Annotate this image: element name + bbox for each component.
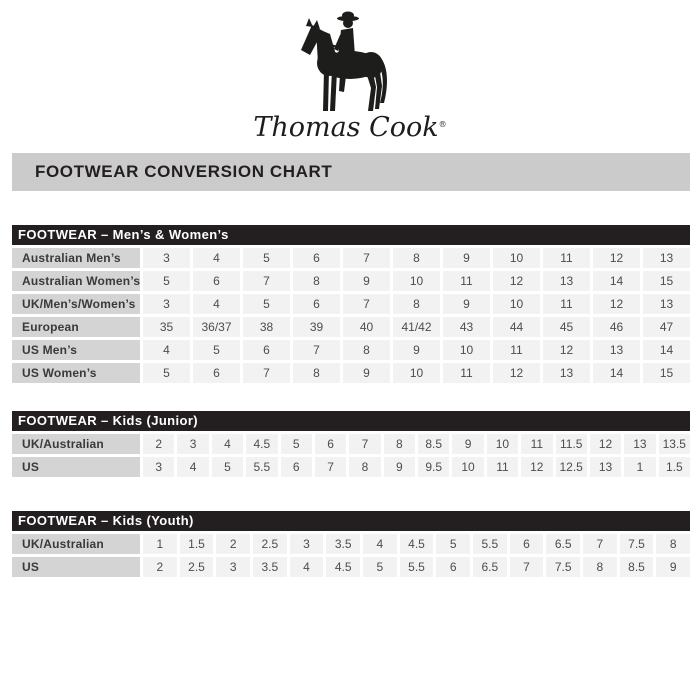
size-cell: 1.5 [659, 457, 690, 477]
size-cell: 43 [443, 317, 490, 337]
row-label: UK/Men’s/Women’s [12, 294, 140, 314]
size-cell: 11 [443, 363, 490, 383]
size-cell: 2.5 [180, 557, 214, 577]
row-label: European [12, 317, 140, 337]
size-cell: 4.5 [326, 557, 360, 577]
horse-and-rider-icon [235, 10, 465, 145]
size-cell: 4 [290, 557, 324, 577]
size-cell: 36/37 [193, 317, 240, 337]
size-cell: 3 [143, 457, 174, 477]
size-cell: 4.5 [246, 434, 277, 454]
row-label: UK/Australian [12, 434, 140, 454]
page-title: FOOTWEAR CONVERSION CHART [35, 162, 333, 181]
size-cell: 3 [143, 248, 190, 268]
size-cell: 6 [193, 271, 240, 291]
size-cell: 9 [343, 363, 390, 383]
size-cell: 8.5 [418, 434, 449, 454]
brand-logo [235, 10, 465, 145]
size-cell: 8 [343, 340, 390, 360]
size-cell: 13.5 [659, 434, 690, 454]
size-cell: 10 [493, 248, 540, 268]
size-cell: 3.5 [326, 534, 360, 554]
size-cell: 10 [493, 294, 540, 314]
size-cell: 13 [593, 340, 640, 360]
size-cell: 6 [436, 557, 470, 577]
size-cell: 5 [193, 340, 240, 360]
size-cell: 44 [493, 317, 540, 337]
size-cell: 8.5 [620, 557, 654, 577]
row-label: US Women’s [12, 363, 140, 383]
size-cell: 9 [452, 434, 483, 454]
size-cell: 11 [487, 457, 518, 477]
size-cell: 4 [177, 457, 208, 477]
size-cell: 13 [643, 248, 690, 268]
size-cell: 5 [143, 363, 190, 383]
table-grid-kids-junior [12, 434, 690, 477]
size-cell: 6 [243, 340, 290, 360]
row-label: UK/Australian [12, 534, 140, 554]
size-cell: 12 [590, 434, 621, 454]
table-header-kids-junior: FOOTWEAR – Kids (Junior) [12, 411, 690, 431]
size-cell: 8 [293, 363, 340, 383]
size-cell: 7.5 [546, 557, 580, 577]
size-cell: 3 [216, 557, 250, 577]
size-cell: 12 [593, 294, 640, 314]
size-cell: 4 [212, 434, 243, 454]
size-cell: 6.5 [546, 534, 580, 554]
size-cell: 14 [593, 363, 640, 383]
size-cell: 13 [624, 434, 655, 454]
size-cell: 12 [543, 340, 590, 360]
size-cell: 6 [193, 363, 240, 383]
size-cell: 7 [343, 294, 390, 314]
table-kids-junior [12, 411, 690, 477]
size-cell: 13 [590, 457, 621, 477]
size-cell: 5 [243, 248, 290, 268]
table-header-mens-womens: FOOTWEAR – Men’s & Women’s [12, 225, 690, 245]
size-cell: 7 [243, 363, 290, 383]
row-label: US [12, 557, 140, 577]
size-cell: 14 [643, 340, 690, 360]
size-cell: 4 [193, 248, 240, 268]
size-cell: 9 [443, 248, 490, 268]
size-cell: 12 [493, 363, 540, 383]
size-cell: 35 [143, 317, 190, 337]
size-cell: 11 [543, 248, 590, 268]
size-cell: 6.5 [473, 557, 507, 577]
size-cell: 7 [349, 434, 380, 454]
size-cell: 5 [363, 557, 397, 577]
size-cell: 8 [293, 271, 340, 291]
size-cell: 4.5 [400, 534, 434, 554]
size-cell: 11 [543, 294, 590, 314]
size-cell: 7 [343, 248, 390, 268]
size-cell: 10 [393, 271, 440, 291]
size-cell: 5 [143, 271, 190, 291]
size-cell: 5 [281, 434, 312, 454]
size-cell: 2 [216, 534, 250, 554]
size-cell: 6 [281, 457, 312, 477]
row-label: US [12, 457, 140, 477]
size-cell: 14 [593, 271, 640, 291]
size-cell: 8 [656, 534, 690, 554]
size-cell: 1 [143, 534, 177, 554]
size-cell: 39 [293, 317, 340, 337]
size-cell: 1 [624, 457, 655, 477]
size-cell: 5 [436, 534, 470, 554]
size-cell: 9 [393, 340, 440, 360]
size-cell: 9 [656, 557, 690, 577]
size-cell: 5.5 [246, 457, 277, 477]
size-cell: 15 [643, 271, 690, 291]
size-cell: 9 [443, 294, 490, 314]
size-cell: 10 [487, 434, 518, 454]
size-cell: 8 [393, 294, 440, 314]
size-cell: 4 [363, 534, 397, 554]
size-cell: 7 [243, 271, 290, 291]
row-label: US Men’s [12, 340, 140, 360]
size-cell: 11 [521, 434, 552, 454]
size-cell: 1.5 [180, 534, 214, 554]
size-cell: 9 [343, 271, 390, 291]
row-label: Australian Men’s [12, 248, 140, 268]
size-cell: 6 [293, 248, 340, 268]
size-cell: 2 [143, 434, 174, 454]
size-cell: 5 [243, 294, 290, 314]
size-cell: 13 [643, 294, 690, 314]
size-cell: 45 [543, 317, 590, 337]
table-mens-womens [12, 225, 690, 383]
row-label: Australian Women’s [12, 271, 140, 291]
size-cell: 6 [510, 534, 544, 554]
size-cell: 7.5 [620, 534, 654, 554]
size-cell: 5.5 [473, 534, 507, 554]
size-cell: 13 [543, 363, 590, 383]
size-cell: 15 [643, 363, 690, 383]
size-cell: 12 [593, 248, 640, 268]
size-cell: 3 [177, 434, 208, 454]
size-cell: 12.5 [556, 457, 587, 477]
size-cell: 8 [349, 457, 380, 477]
size-cell: 7 [510, 557, 544, 577]
table-header-kids-youth: FOOTWEAR – Kids (Youth) [12, 511, 690, 531]
size-cell: 11 [493, 340, 540, 360]
size-cell: 10 [443, 340, 490, 360]
size-cell: 47 [643, 317, 690, 337]
size-cell: 38 [243, 317, 290, 337]
table-kids-youth [12, 511, 690, 577]
size-cell: 4 [143, 340, 190, 360]
size-cell: 5 [212, 457, 243, 477]
size-cell: 7 [315, 457, 346, 477]
size-cell: 2 [143, 557, 177, 577]
size-cell: 7 [583, 534, 617, 554]
size-cell: 5.5 [400, 557, 434, 577]
size-cell: 3.5 [253, 557, 287, 577]
size-cell: 40 [343, 317, 390, 337]
size-cell: 9.5 [418, 457, 449, 477]
size-cell: 12 [521, 457, 552, 477]
size-cell: 41/42 [393, 317, 440, 337]
size-cell: 12 [493, 271, 540, 291]
size-cell: 9 [384, 457, 415, 477]
size-cell: 7 [293, 340, 340, 360]
size-cell: 2.5 [253, 534, 287, 554]
table-grid-kids-youth [12, 534, 690, 577]
page-title-banner [12, 153, 690, 191]
brand-script-text: Thomas Cook® [253, 112, 447, 143]
size-cell: 46 [593, 317, 640, 337]
size-cell: 8 [384, 434, 415, 454]
size-cell: 10 [393, 363, 440, 383]
size-cell: 11.5 [556, 434, 587, 454]
size-cell: 3 [290, 534, 324, 554]
size-cell: 11 [443, 271, 490, 291]
conversion-tables [12, 225, 690, 577]
size-cell: 6 [293, 294, 340, 314]
size-cell: 3 [143, 294, 190, 314]
size-cell: 8 [393, 248, 440, 268]
size-cell: 13 [543, 271, 590, 291]
size-cell: 4 [193, 294, 240, 314]
size-cell: 6 [315, 434, 346, 454]
size-cell: 8 [583, 557, 617, 577]
size-cell: 10 [452, 457, 483, 477]
table-grid-mens-womens [12, 248, 690, 383]
